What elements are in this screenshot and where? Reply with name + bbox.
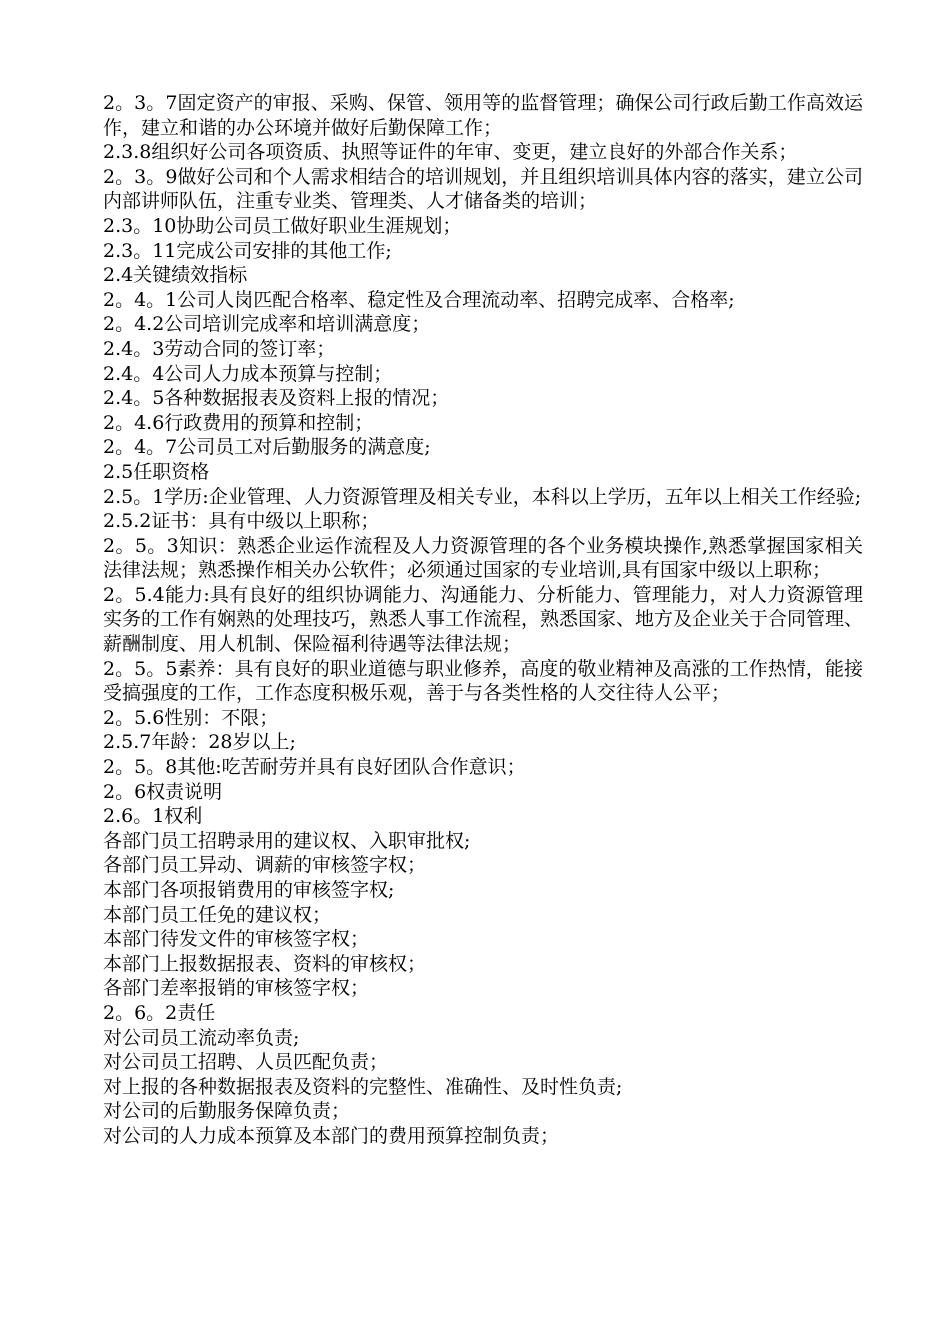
paragraph: 2。5。5素养：具有良好的职业道德与职业修养，高度的敬业精神及高涨的工作热情，能接受搞强度的工作，工作态度积极乐观，善于与各类性格的人交往待人公平； xyxy=(103,657,863,705)
paragraph: 2.4。3劳动合同的签订率； xyxy=(103,337,336,360)
paragraph: 2.5.2证书：具有中级以上职称； xyxy=(103,510,380,533)
section-heading: 2.5任职资格 xyxy=(103,460,210,483)
paragraph: 2。5。8其他:吃苦耐劳并具有良好团队合作意识； xyxy=(103,756,526,779)
subsection-heading: 2。6。2责任 xyxy=(103,1001,216,1024)
list-item: 对公司员工流动率负责; xyxy=(103,1026,300,1049)
paragraph: 2。4。1公司人岗匹配合格率、稳定性及合理流动率、招聘完成率、合格率; xyxy=(103,288,735,311)
paragraph: 2。4。7公司员工对后勤服务的满意度; xyxy=(103,436,431,459)
section-heading: 2.4关键绩效指标 xyxy=(103,264,248,287)
list-item: 各部门员工招聘录用的建议权、入职审批权; xyxy=(103,829,471,852)
paragraph: 2。4.6行政费用的预算和控制； xyxy=(103,411,374,434)
list-item: 本部门上报数据报表、资料的审核权； xyxy=(103,952,427,975)
paragraph: 2。5。3知识：熟悉企业运作流程及人力资源管理的各个业务模块操作,熟悉掌握国家相关法律法规；熟悉操作相关办公软件；必须通过国家的专业培训,具有国家中级以上职称； xyxy=(103,534,863,582)
paragraph: 2.3。11完成公司安排的其他工作; xyxy=(103,239,392,262)
paragraph: 2。5.6性别：不限； xyxy=(103,706,279,729)
paragraph: 2.3。10协助公司员工做好职业生涯规划； xyxy=(103,214,462,237)
paragraph: 2。5.4能力:具有良好的组织协调能力、沟通能力、分析能力、管理能力，对人力资源管理实务的工作有娴熟的处理技巧，熟悉人事工作流程，熟悉国家、地方及企业关于合同管理、薪酬制度、用人机制、保险福利待遇等法律法规； xyxy=(103,583,864,656)
list-item: 各部门员工异动、调薪的审核签字权； xyxy=(103,854,427,877)
subsection-heading: 2.6。1权利 xyxy=(103,805,203,828)
paragraph: 2。4.2公司培训完成率和培训满意度； xyxy=(103,313,431,336)
list-item: 各部门差率报销的审核签字权； xyxy=(103,977,370,1000)
paragraph: 2.5.7年龄：28岁以上; xyxy=(103,731,296,754)
list-item: 对上报的各种数据报表及资料的完整性、准确性、及时性负责; xyxy=(103,1075,623,1098)
list-item: 本部门待发文件的审核签字权； xyxy=(103,928,370,951)
paragraph: 2。3。9做好公司和个人需求相结合的培训规划，并且组织培训具体内容的落实，建立公司内部讲师队伍，注重专业类、管理类、人才储备类的培训； xyxy=(103,165,863,213)
list-item: 本部门员工任免的建议权； xyxy=(103,903,332,926)
list-item: 本部门各项报销费用的审核签字权; xyxy=(103,879,395,901)
section-heading: 2。6权责说明 xyxy=(103,780,223,803)
list-item: 对公司的后勤服务保障负责； xyxy=(103,1100,351,1123)
list-item: 对公司员工招聘、人员匹配负责； xyxy=(103,1051,389,1074)
paragraph: 2.4。5各种数据报表及资料上报的情况； xyxy=(103,387,450,410)
list-item: 对公司的人力成本预算及本部门的费用预算控制负责； xyxy=(103,1124,560,1147)
document-page xyxy=(103,91,863,1149)
paragraph: 2.5。1学历:企业管理、人力资源管理及相关专业，本科以上学历，五年以上相关工作经验; xyxy=(103,485,862,508)
paragraph: 2。3。7固定资产的审报、采购、保管、领用等的监督管理；确保公司行政后勤工作高效运作，建立和谐的办公环境并做好后勤保障工作； xyxy=(103,92,863,139)
paragraph: 2.3.8组织好公司各项资质、执照等证件的年审、变更，建立良好的外部合作关系； xyxy=(103,141,798,164)
paragraph: 2.4。4公司人力成本预算与控制； xyxy=(103,362,393,385)
